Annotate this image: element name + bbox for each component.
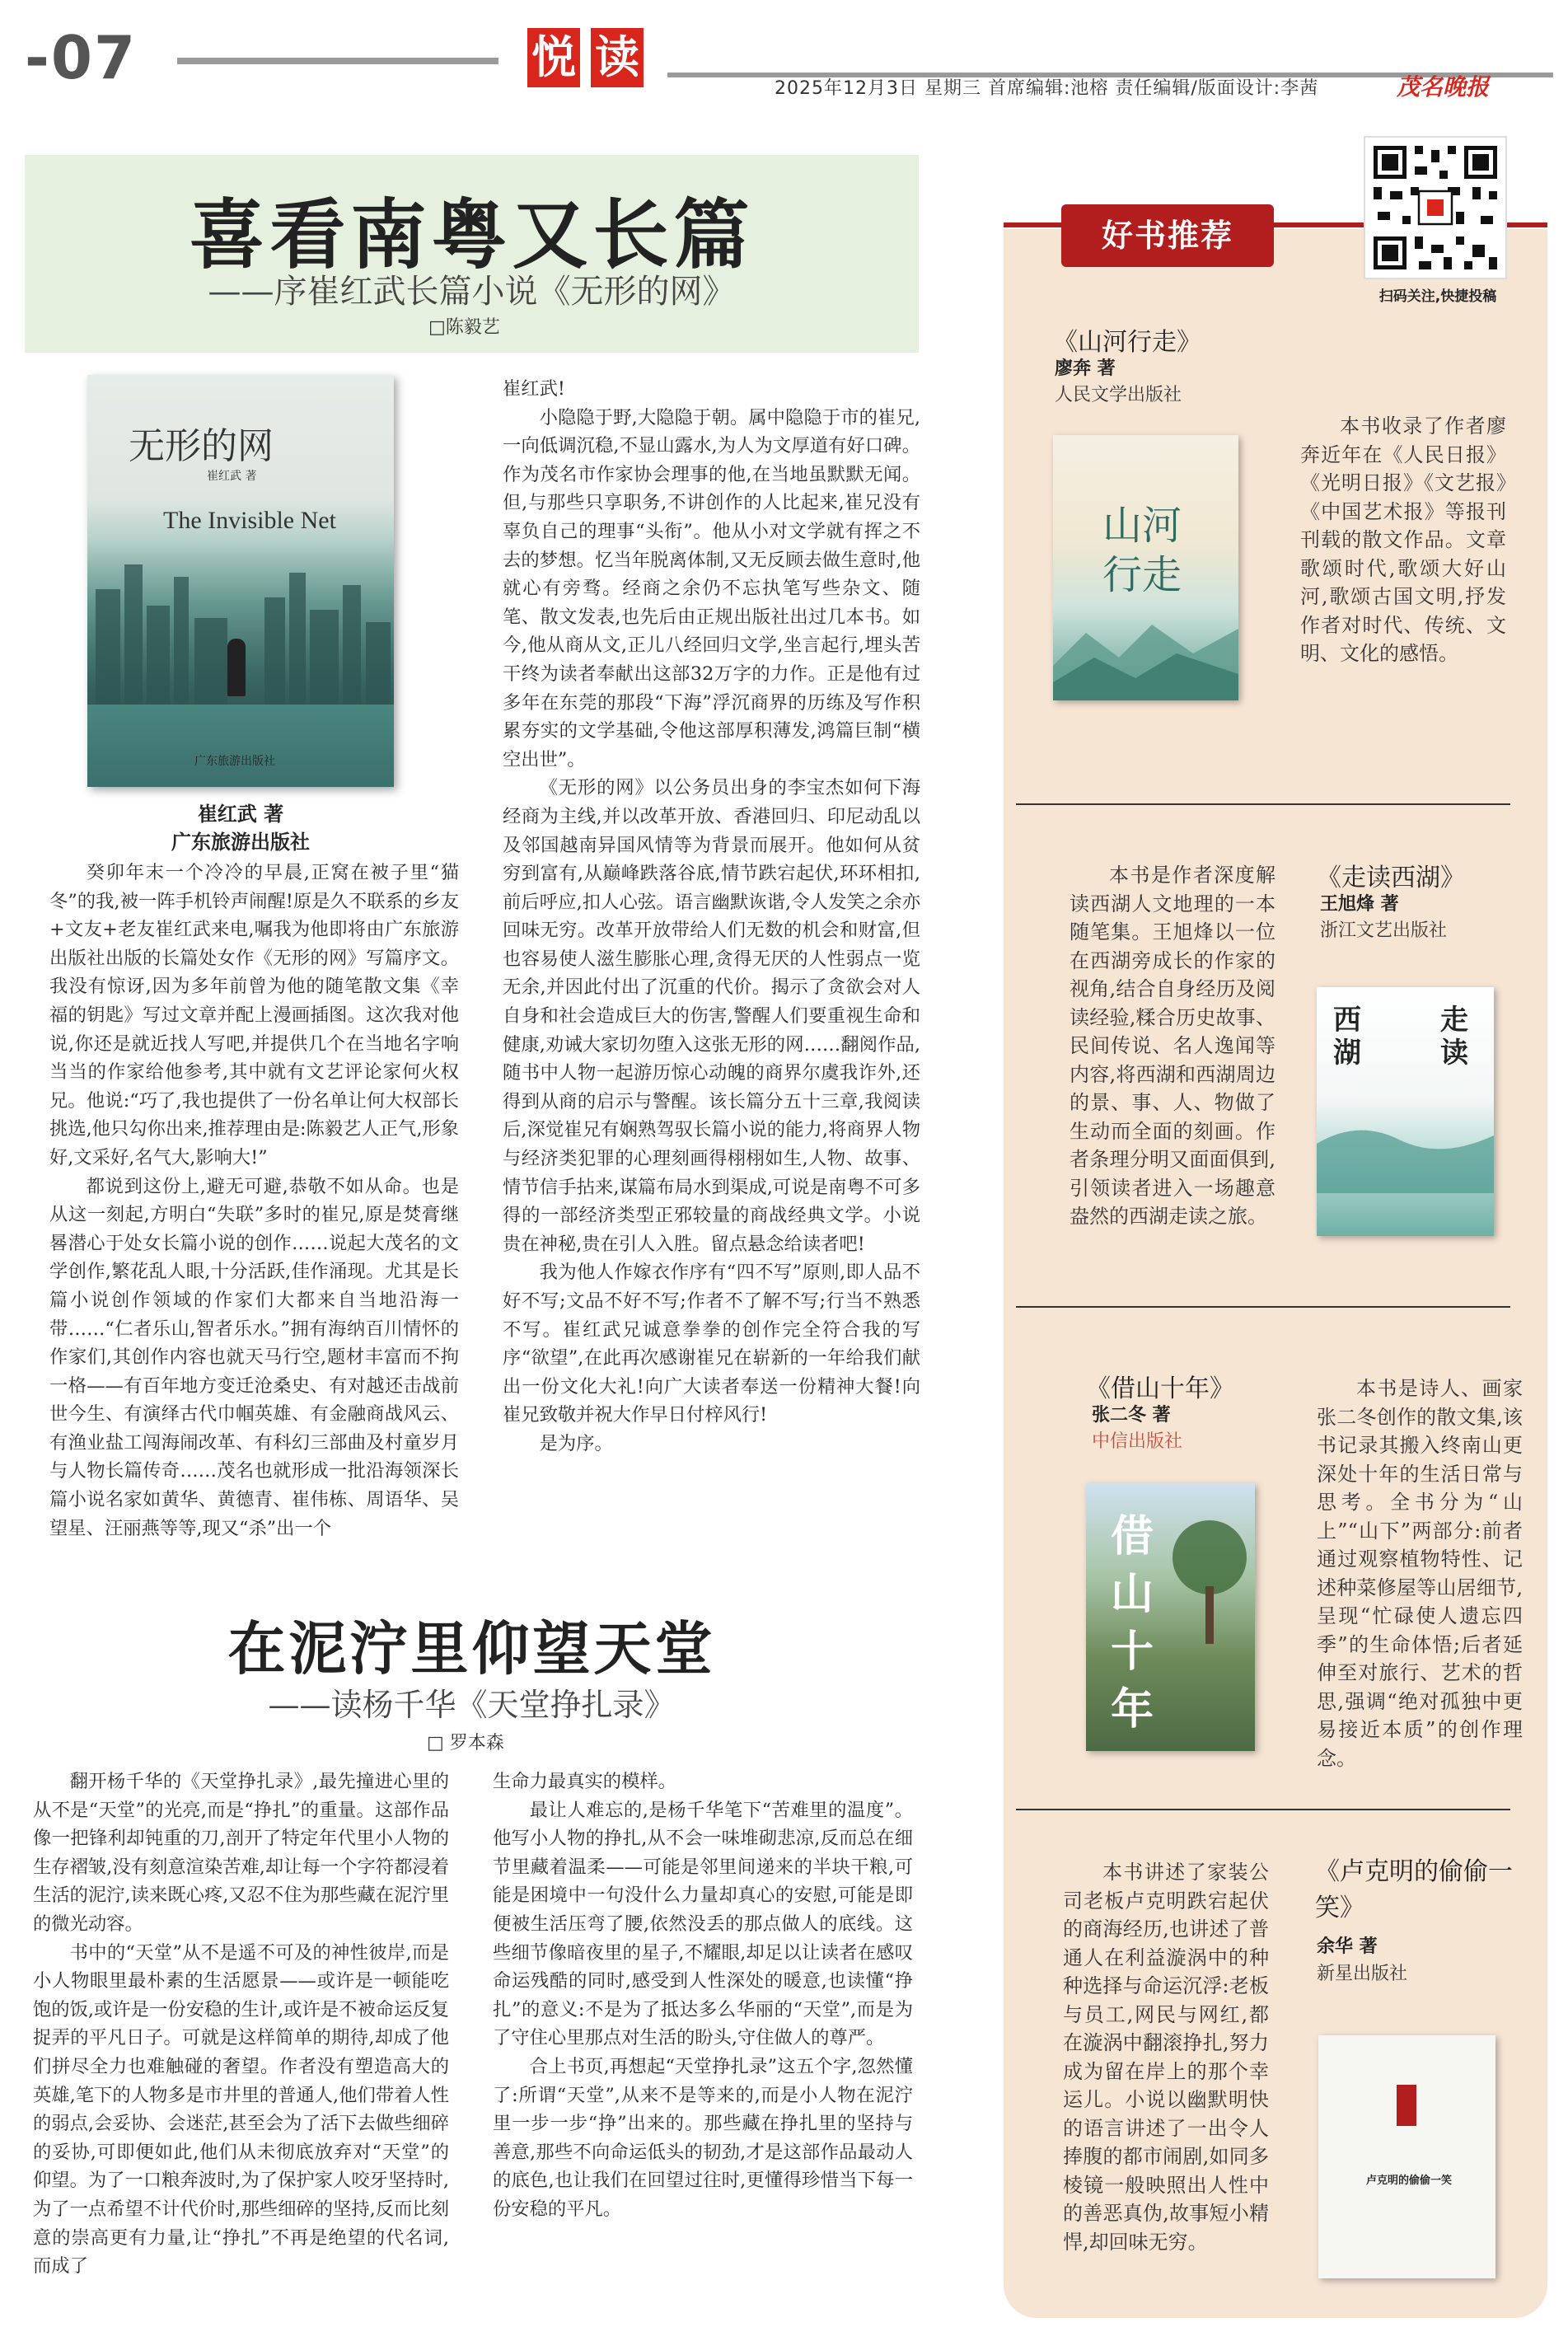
book2-cover (1317, 987, 1494, 1236)
book3-cover (1086, 1483, 1255, 1751)
article1-paragraph: 小隐隐于野,大隐隐于朝。属中隐隐于市的崔兄,一向低调沉稳,不显山露水,为人为文厚道有好口碑。作为茂名市作家协会理事的他,在当地虽默默无闻。但,与那些只享职务,不讲创作的人比起来,崔兄没有辜负自己的理事“头衔”。他从小对文学就有挥之不去的梦想。忆当年脱离体制,又无反顾去做生意时,他就心有旁骛。经商之余仍不忘执笔写些杂文、随笔、散文发表,也先后由正规出版社出过几本书。如今,他从商从文,正儿八经回归文学,坐言起行,埋头苦干终为读者奉献出这部32万字的力作。正是他有过多年在东莞的那段“下海”浮沉商界的历练及写作积累夯实的文学基础,令他这部厚积薄发,鸿篇巨制“横空出世”。 (503, 406, 920, 770)
article1-paragraph: 癸卯年末一个冷冷的早晨,正窝在被子里“猫冬”的我,被一阵手机铃声闹醒!原是久不联系的乡友+文友+老友崔红武来电,嘱我为他即将由广东旅游出版社出版的长篇处女作《无形的网》写篇序文。我没有惊讶,因为多年前曾为他的随笔散文集《幸福的钥匙》写过文章并配上漫画插图。这次我对他说,你还是就近找人写吧,并提供几个在当地名字响当当的作家给他参考,其中就有文艺评论家何火权兄。他说:“巧了,我也提供了一份名单让何大权部长挑选,他只勾你出来,推荐理由是:陈毅艺人正气,形象好,文采好,名气大,影响大!” (49, 862, 460, 1168)
article2-paragraph: 翻开杨千华的《天堂挣扎录》,最先撞进心里的从不是“天堂”的光亮,而是“挣扎”的重量。这部作品像一把锋利却钝重的刀,剖开了特定年代里小人物的生存褶皱,没有刻意渲染苦难,却让每一个字符都浸着生活的泥泞,读来既心疼,又忍不住为那些藏在泥泞里的微光动容。 (33, 1771, 449, 1935)
book4-cover (1318, 2035, 1495, 2278)
book2-author: 王旭烽 著 (1320, 894, 1399, 915)
article1-column-2 (503, 375, 920, 1458)
article1-paragraph: 是为序。 (539, 1432, 613, 1454)
book2-description-text: 本书是作者深度解读西湖人文地理的一本随笔集。王旭烽以一位在西湖旁成长的作家的视角,结合自身经历及阅读经验,糅合历史故事、民间传说、名人逸闻等内容,将西湖和西湖周边的景、事、人、物做了生动而全面的刻画。作者条理分明又面面俱到,引领读者进入一场趣意盎然的西湖走读之旅。 (1070, 864, 1275, 1228)
cover-publisher: 广东旅游出版社 (194, 755, 275, 768)
book4-cover-emblem (1397, 2085, 1416, 2126)
book3-cover-title: 借山十年 (1111, 1511, 1154, 1735)
book2-description (1070, 861, 1275, 1231)
caption-author: 崔红武 著 (197, 803, 284, 826)
lake-illustration (1317, 1111, 1494, 1193)
book3-publisher: 中信出版社 (1092, 1431, 1183, 1452)
book4-title: 《卢克明的偷偷一笑》 (1315, 1857, 1513, 1922)
sidebar-divider (1016, 803, 1510, 805)
sidebar-divider (1016, 1306, 1510, 1308)
article1-byline: □陈毅艺 (428, 317, 500, 338)
article2-title: 在泥泞里仰望天堂 (227, 1614, 716, 1683)
qr-code-icon[interactable] (1364, 136, 1507, 279)
book4-publisher: 新星出版社 (1317, 1964, 1408, 1984)
cover-english-title: The Invisible Net (163, 507, 336, 534)
article2-paragraph: 书中的“天堂”从不是遥不可及的神性彼岸,而是小人物眼里最朴素的生活愿景——或许是一顿能吃饱的饭,或许是一份安稳的生计,或许是不被命运反复捉弄的平凡日子。可就是这样简单的期待,却成了他们拼尽全力也难触碰的奢望。作者没有塑造高大的英雄,笔下的人物多是市井里的普通人,他们带着人性的弱点,会妥协、会迷茫,甚至会为了活下去做些细碎的妥协,可即便如此,他们从未彻底放弃对“天堂”的仰望。为了一口粮奔波时,为了保护家人咬牙坚持时,为了一点希望不计代价时,那些细碎的坚持,反而比刻意的崇高更有力量,让“挣扎”不再是绝望的代名词,而成了 (33, 1941, 449, 2278)
section-char-du: 读 (591, 28, 644, 87)
sidebar-divider (1016, 1809, 1510, 1810)
mountain-illustration (1053, 600, 1238, 700)
article1-paragraph: 崔红武! (503, 378, 565, 400)
article2-subtitle: ——读杨千华《天堂挣扎录》 (268, 1687, 676, 1723)
book4-author: 余华 著 (1317, 1936, 1378, 1957)
cover-author: 崔红武 著 (207, 470, 257, 483)
article2-byline: □ 罗本森 (427, 1733, 504, 1753)
walking-figure (227, 639, 246, 696)
article2-paragraph: 合上书页,再想起“天堂挣扎录”这五个字,忽然懂了:所谓“天堂”,从来不是等来的,而是小人物在泥泞里一步一步“挣”出来的。那些藏在挣扎里的坚持与善意,那些不向命运低头的韧劲,才是这部作品最动人的底色,也让我们在回望过往时,更懂得珍惜当下每一份安稳的平凡。 (493, 2055, 913, 2220)
book3-author: 张二冬 著 (1092, 1405, 1171, 1426)
book1-author: 廖奔 著 (1055, 358, 1116, 379)
article2-paragraph: 生命力最真实的模样。 (493, 1771, 676, 1792)
page-number: -07 (25, 23, 138, 92)
section-char-yue: 悦 (527, 28, 580, 87)
article2-paragraph: 最让人难忘的,是杨千华笔下“苦难里的温度”。他写小人物的挣扎,从不会一味堆砌悲凉,反而总在细节里藏着温柔——可能是邻里间递来的半块干粮,可能是困境中一句没什么力量却真心的安慰,可能是即便被生活压弯了腰,依然没丢的那点做人的底线。这些细节像暗夜里的星子,不耀眼,却足以让读者在感叹命运残酷的同时,感受到人性深处的暖意,也读懂“挣扎”的意义:不是为了抵达多么华丽的“天堂”,而是为了守住心里那点对生活的盼头,守住做人的尊严。 (493, 1799, 913, 2049)
book4-cover-title: 卢克明的偷偷一笑 (1365, 2175, 1452, 2187)
article1-paragraph: 都说到这份上,避无可避,恭敬不如从命。也是从这一刻起,方明白“失联”多时的崔兄,原是焚膏继晷潜心于处女长篇小说的创作……说起大茂名的文学创作,繁花乱人眼,十分活跃,佳作涌现。尤其是长篇小说创作领域的作家们大都来自当地沿海一带……“仁者乐山,智者乐水。”拥有海纳百川情怀的作家们,其创作内容也就天马行空,题材丰富而不拘一格——有百年地方变迁沧桑史、有对越还击战前世今生、有演绎古代巾帼英雄、有金融商战风云、有渔业盐工闯海闹改革、有科幻三部曲及村童岁月与人物长篇传奇……茂名也就形成一批沿海领深长篇小说名家如黄华、黄德青、崔伟栋、周语华、吴望星、汪丽燕等等,现又“杀”出一个 (49, 1175, 459, 1539)
book4-description (1063, 1858, 1269, 2256)
book1-cover-title: 山河行走 (1102, 503, 1182, 598)
article1-paragraph: 《无形的网》以公务员出身的李宝杰如何下海经商为主线,并以改革开放、香港回归、印尼动乱以及邻国越南异国风情等为背景而展开。他如何从贫穷到富有,从巅峰跌落谷底,情节跌宕起伏,环环相扣,前后呼应,扣人心弦。语言幽默诙谐,令人发笑之余亦回味无穷。改革开放带给人们无数的机会和财富,但也容易使人滋生膨胀心理,贪得无厌的人性弱点一览无余,并因此付出了沉重的代价。揭示了贪欲会对人自身和社会造成巨大的伤害,警醒人们要重视生命和健康,劝诫大家切勿堕入这张无形的网……翻阅作品,随书中人物一起游历惊心动魄的商界尔虞我诈外,还得到从商的启示与警醒。该长篇分五十三章,我阅读后,深觉崔兄有娴熟驾驭长篇小说的能力,将商界人物与经济类犯罪的心理刻画得栩栩如生,人物、故事、情节信手拈来,谋篇布局水到渠成,可说是南粤不可多得的一部经济类型正邪较量的商战经典文学。小说贵在神秘,贵在引人入胜。留点悬念给读者吧! (503, 777, 920, 1255)
book3-description (1317, 1374, 1523, 1772)
masthead-logo: 茂名晚报 (1397, 73, 1490, 101)
article1-subtitle: ——序崔红武长篇小说《无形的网》 (208, 273, 736, 311)
header-info: 2025年12月3日 星期三 首席编辑:池榕 责任编辑/版面设计:李茜 (775, 78, 1319, 99)
article1-paragraph: 我为他人作嫁衣作序有“四不写”原则,即人品不好不写;文品不好不写;作者不了解不写;行当不熟悉不写。崔红武兄诚意拳拳的创作完全符合我的写序“欲望”,在此再次感谢崔兄在崭新的一年给我们献出一份文化大礼!向广大读者奉送一份精神大餐!向崔兄致敬并祝大作早日付梓风行! (503, 1262, 920, 1426)
book2-publisher: 浙江文艺出版社 (1320, 920, 1448, 941)
tree-illustration (1160, 1516, 1251, 1648)
article1-column-1 (49, 859, 459, 1543)
cover-title: 无形的网 (129, 425, 274, 467)
qr-caption: 扫码关注,快捷投稿 (1378, 288, 1497, 305)
article2-column-2 (493, 1767, 913, 2224)
book2-cover-title-1: 西湖 (1333, 1004, 1361, 1070)
book1-publisher: 人民文学出版社 (1055, 385, 1182, 405)
book1-cover (1053, 435, 1238, 700)
book3-description-text: 本书是诗人、画家张二冬创作的散文集,该书记录其搬入终南山更深处十年的生活日常与思考。全书分为“山上”“山下”两部分:前者通过观察植物特性、记述种菜修屋等山居细节,呈现“忙碌使人遗忘四季”的生命体悟;后者延伸至对旅行、艺术的哲思,强调“绝对孤独中更易接近本质”的创作理念。 (1317, 1377, 1523, 1770)
qr-code-graphic (1365, 138, 1505, 278)
book2-cover-title-2: 走读 (1440, 1004, 1468, 1070)
book-recommend-tab: 好书推荐 (1061, 204, 1274, 267)
book2-title: 《走读西湖》 (1317, 864, 1465, 892)
header-rule-left (177, 58, 498, 64)
article1-title: 喜看南粤又长篇 (189, 190, 755, 279)
book4-description-text: 本书讲述了家装公司老板卢克明跌宕起伏的商海经历,也讲述了普通人在利益漩涡中的种种选择与命运沉浮:老板与员工,网民与网红,都在漩涡中翻滚挣扎,努力成为留在岸上的那个幸运儿。小说以幽默明快的语言讲述了一出令人捧腹的都市闹剧,如同多棱镜一般映照出人性中的善恶真伪,故事短小精悍,却回味无穷。 (1063, 1861, 1269, 2254)
book1-title: 《山河行走》 (1053, 328, 1201, 357)
book1-description-text: 本书收录了作者廖奔近年在《人民日报》《光明日报》《文艺报》《中国艺术报》等报刊刊载的散文作品。文章歌颂时代,歌颂大好山河,歌颂古国文明,抒发作者对时代、传统、文明、文化的感悟。 (1300, 414, 1506, 665)
article2-column-1 (33, 1767, 449, 2281)
book3-title: 《借山十年》 (1086, 1374, 1234, 1403)
book1-description (1300, 412, 1506, 668)
book-cover-invisible-net (87, 375, 394, 787)
caption-publisher: 广东旅游出版社 (171, 831, 310, 854)
